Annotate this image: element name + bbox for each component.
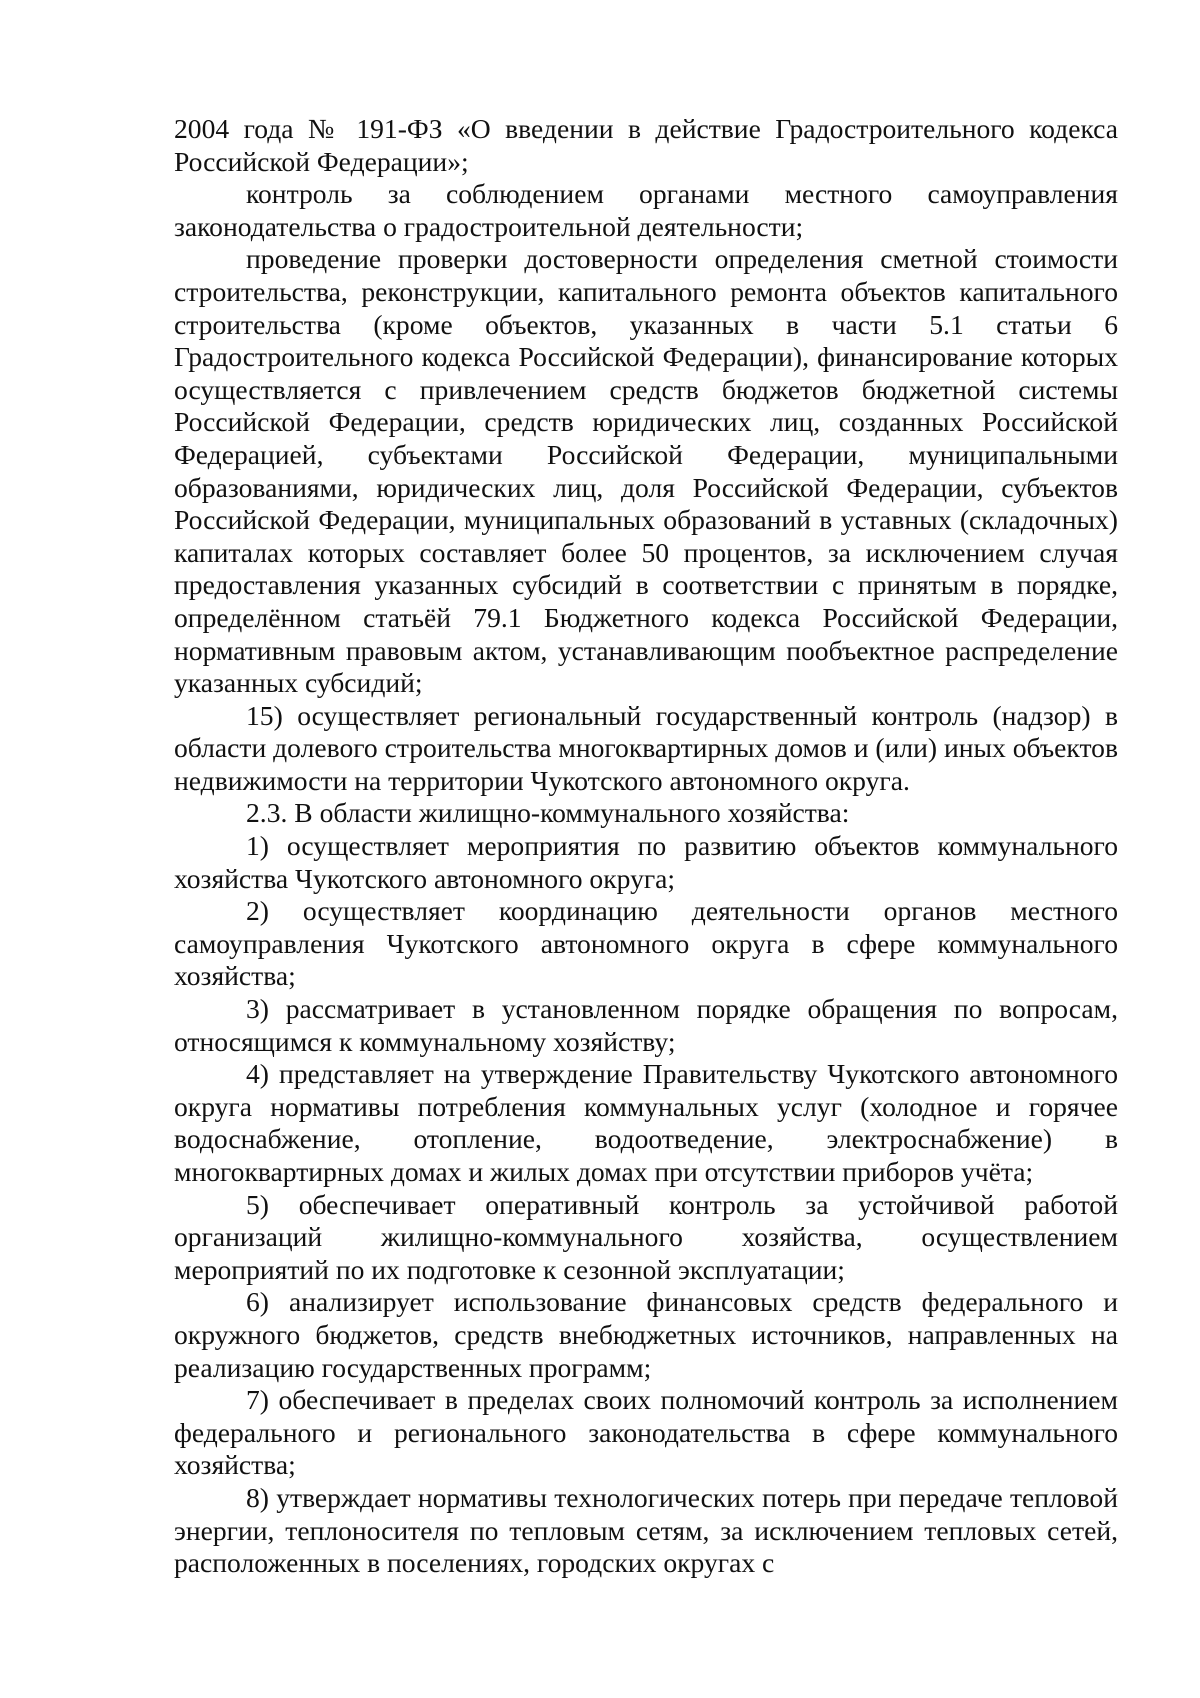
paragraph-control-compliance: контроль за соблюдением органами местного самоуправления законодательства о градостроительной деятельности; — [174, 178, 1118, 242]
paragraph-law-reference: 2004 года № 191-ФЗ «О введении в действие Градостроительного кодекса Российской Федерации»; — [174, 113, 1118, 177]
paragraph-item-8: 8) утверждает нормативы технологических потерь при передаче тепловой энергии, теплоносителя по тепловым сетям, за исключением тепловых сетей, расположенных в поселениях, городских округах с — [174, 1481, 1118, 1579]
paragraph-item-15: 15) осуществляет региональный государственный контроль (надзор) в области долевого строительства многоквартирных домов и (или) иных объектов недвижимости на территории Чукотского автономного округа. — [174, 699, 1118, 796]
paragraph-item-6: 6) анализирует использование финансовых средств федерального и окружного бюджетов, средств внебюджетных источников, направленных на реализацию государственных программ; — [174, 1286, 1118, 1383]
paragraph-item-5: 5) обеспечивает оперативный контроль за устойчивой работой организаций жилищно-коммунального хозяйства, осуществлением мероприятий по их подготовке к сезонной эксплуатации; — [174, 1188, 1118, 1285]
paragraph-cost-verification: проведение проверки достоверности определения сметной стоимости строительства, реконструкции, капитального ремонта объектов капитального строительства (кроме объектов, указанных в части 5.1 статьи 6 Градостроительного кодекса Российской Федерации), финансирование которых осуществляется с привлечением средств бюджетов бюджетной системы Российской Федерации, средств юридических лиц, созданных Российской Федерацией, субъектами Российской Федерации, муниципальными образованиями, юридических лиц, доля Российской Федерации, субъектов Российской Федерации, муниципальных образований в уставных (складочных) капиталах которых составляет более 50 процентов, за исключением случая предоставления указанных субсидий в соответствии с принятым в порядке, определённом статьёй 79.1 Бюджетного кодекса Российской Федерации, нормативным правовым актом, устанавливающим пообъектное распределение указанных субсидий; — [174, 243, 1118, 699]
paragraph-item-4: 4) представляет на утверждение Правительству Чукотского автономного округа нормативы потребления коммунальных услуг (холодное и горячее водоснабжение, отопление, водоотведение, электроснабжение) в многоквартирных домах и жилых домах при отсутствии приборов учёта; — [174, 1058, 1118, 1187]
document-body — [174, 113, 1118, 1580]
paragraph-item-3: 3) рассматривает в установленном порядке обращения по вопросам, относящимся к коммунальному хозяйству; — [174, 993, 1118, 1057]
paragraph-item-1: 1) осуществляет мероприятия по развитию объектов коммунального хозяйства Чукотского автономного округа; — [174, 830, 1118, 894]
paragraph-item-2: 2) осуществляет координацию деятельности органов местного самоуправления Чукотского автономного округа в сфере коммунального хозяйства; — [174, 895, 1118, 992]
paragraph-item-7: 7) обеспечивает в пределах своих полномочий контроль за исполнением федерального и регионального законодательства в сфере коммунального хозяйства; — [174, 1384, 1118, 1481]
section-heading-2-3: 2.3. В области жилищно-коммунального хозяйства: — [246, 797, 850, 829]
